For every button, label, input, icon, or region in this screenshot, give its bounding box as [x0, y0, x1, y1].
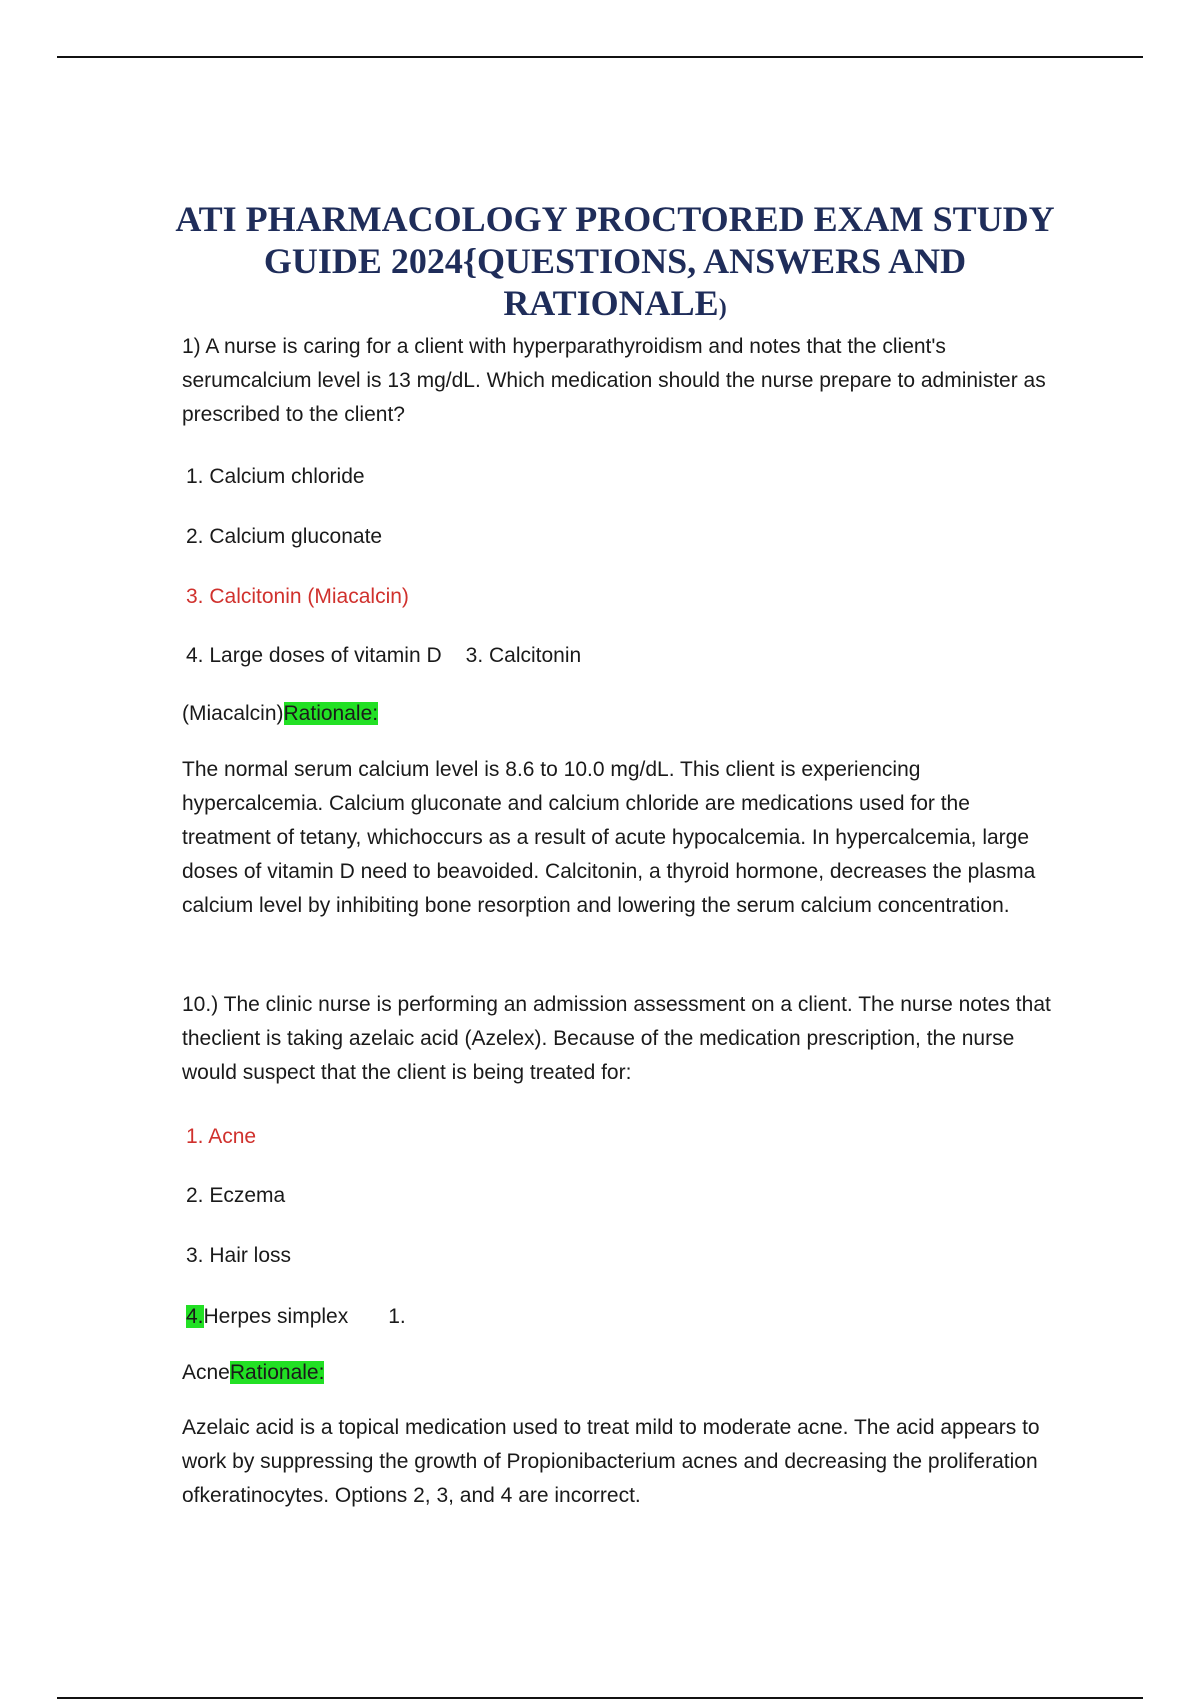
question-10-answer-part2: Acne — [182, 1361, 230, 1384]
title-close-paren: ) — [718, 295, 727, 321]
question-1-stem: 1) A nurse is caring for a client with hyperparathyroidism and notes that the client's serumcalcium level is 13 mg/dL. Which medication should the nurse prepare to administer as prescribed to the client? — [182, 335, 1046, 426]
bottom-rule — [57, 1697, 1143, 1699]
question-1-option-3-correct: 3. Calcitonin (Miacalcin) — [186, 585, 409, 608]
question-10-answer-part1: 1. — [388, 1305, 406, 1328]
question-10-option-4-row — [186, 1302, 406, 1332]
question-10-option-3: 3. Hair loss — [186, 1244, 292, 1267]
question-1-rationale-label: Rationale: — [283, 702, 379, 725]
question-10-option-4-number: 4. — [186, 1305, 204, 1328]
question-1-answer-part1: 3. Calcitonin — [465, 644, 582, 667]
question-10-rationale-label: Rationale: — [229, 1361, 325, 1384]
question-10-answer-row — [182, 1356, 1062, 1390]
question-1-option-1: 1. Calcium chloride — [186, 465, 365, 488]
question-1-answer-row — [182, 697, 1062, 731]
question-10-option-1-correct: 1. Acne — [186, 1125, 257, 1148]
question-1-rationale: The normal serum calcium level is 8.6 to 10.0 mg/dL. This client is experiencing hypercalcemia. Calcium gluconate and calcium chloride are medications used for the treatment of tetany, whichoccurs as a result of acute hypocalcemia. In hypercalcemia, large doses of vitamin D need to beavoided. Calcitonin, a thyroid hormone, decreases the plasma calcium level by inhibiting bone resorption and lowering the serum calcium concentration. — [182, 758, 1036, 917]
question-10-option-2: 2. Eczema — [186, 1184, 286, 1207]
question-1-answer-part2: (Miacalcin) — [182, 702, 284, 725]
title-line-3: RATIONALE — [503, 283, 719, 323]
question-10-rationale: Azelaic acid is a topical medication used to treat mild to moderate acne. The acid appears to work by suppressing the growth of Propionibacterium acnes and decreasing the proliferation ofkeratinocytes. Options 2, 3, and 4 are incorrect. — [182, 1416, 1040, 1507]
question-10-stem: 10.) The clinic nurse is performing an admission assessment on a client. The nurse notes that theclient is taking azelaic acid (Azelex). Because of the medication prescription, the nurse would suspect that the client is being treated for: — [182, 993, 1051, 1084]
question-1-option-2: 2. Calcium gluconate — [186, 525, 383, 548]
title-line-1: ATI PHARMACOLOGY PROCTORED EXAM STUDY — [175, 199, 1055, 239]
document-title — [100, 198, 1130, 329]
question-1-option-4: 4. Large doses of vitamin D — [186, 644, 442, 667]
title-line-2: GUIDE 2024{QUESTIONS, ANSWERS AND — [263, 241, 967, 281]
question-1-option-4-row — [186, 641, 581, 671]
top-rule — [57, 56, 1143, 58]
question-10-option-4-text: Herpes simplex — [203, 1305, 349, 1328]
